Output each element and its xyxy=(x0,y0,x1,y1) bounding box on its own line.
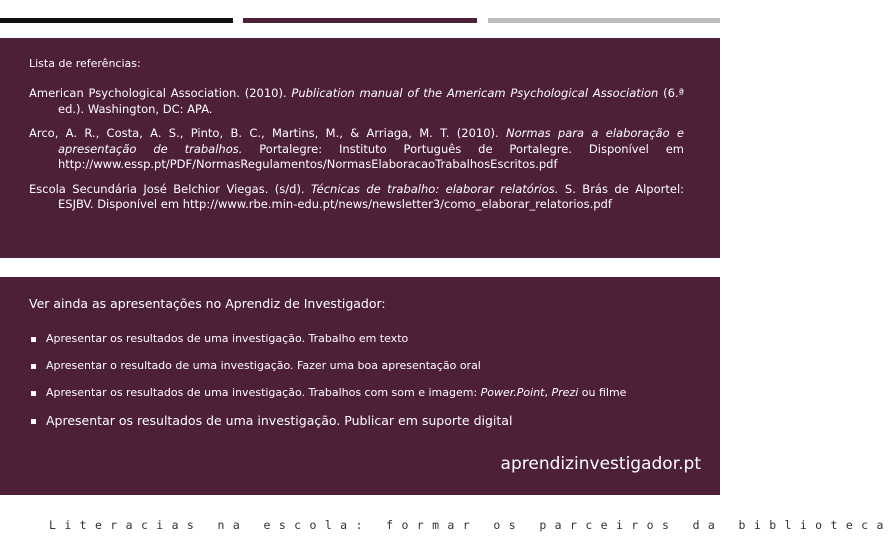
list-item-label: Apresentar o resultado de uma investigação. Fazer uma boa apresentação oral xyxy=(46,359,481,372)
list-item[interactable] xyxy=(29,413,700,428)
square-bullet-icon xyxy=(31,419,36,424)
reference-item xyxy=(29,182,684,213)
list-item-label: Apresentar os resultados de uma investigação. Trabalhos com som e imagem: Power.Point, Prezi ou filme xyxy=(46,386,627,399)
list-item-label: Apresentar os resultados de uma investigação. Trabalho em texto xyxy=(46,332,409,345)
square-bullet-icon xyxy=(31,364,36,369)
square-bullet-icon xyxy=(31,337,36,342)
references-panel xyxy=(0,38,720,258)
header-bar-plum xyxy=(243,18,477,23)
header-bar-black xyxy=(0,18,233,23)
reference-title: Publication manual of the Americam Psychological Association xyxy=(291,86,659,100)
footer-tagline: Literacias na escola: formar os parceiros da biblioteca xyxy=(49,518,892,532)
reference-text: (6.ª ed.). Washington, DC: APA. xyxy=(58,86,684,116)
list-item-label: Apresentar os resultados de uma investigação. Publicar em suporte digital xyxy=(46,413,513,428)
presentation-list xyxy=(29,332,700,428)
reference-text: Arco, A. R., Costa, A. S., Pinto, B. C., Martins, M., & Arriaga, M. T. (2010). xyxy=(29,126,506,140)
reference-title: Normas para a elaboração e apresentação de trabalhos. xyxy=(58,126,685,156)
header-bar-gray xyxy=(488,18,720,23)
site-link[interactable]: aprendizinvestigador.pt xyxy=(500,454,701,474)
see-also-panel xyxy=(0,277,720,495)
reference-item xyxy=(29,126,684,173)
list-item[interactable] xyxy=(29,359,700,372)
reference-text: Portalegre: Instituto Português de Portalegre. Disponível em http://www.essp.pt/PDF/NormasRegulamentos/NormasElaboracaoTrabalhosEscritos.pdf xyxy=(58,141,684,171)
reference-text: S. Brás de Alportel: ESJBV. Disponível em http://www.rbe.min-edu.pt/news/newsletter3/como_elaborar_relatorios.pdf xyxy=(58,181,685,211)
references-heading: Lista de referências: xyxy=(29,57,141,70)
see-also-heading: Ver ainda as apresentações no Aprendiz de Investigador: xyxy=(29,296,386,311)
reference-text: American Psychological Association. (2010). xyxy=(29,86,292,100)
list-item[interactable] xyxy=(29,332,700,345)
reference-item xyxy=(29,86,684,117)
list-item[interactable] xyxy=(29,386,700,399)
square-bullet-icon xyxy=(31,391,36,396)
reference-title: Técnicas de trabalho: elaborar relatórios. xyxy=(311,181,559,196)
reference-text: Escola Secundária José Belchior Viegas. (s/d). xyxy=(29,181,312,196)
